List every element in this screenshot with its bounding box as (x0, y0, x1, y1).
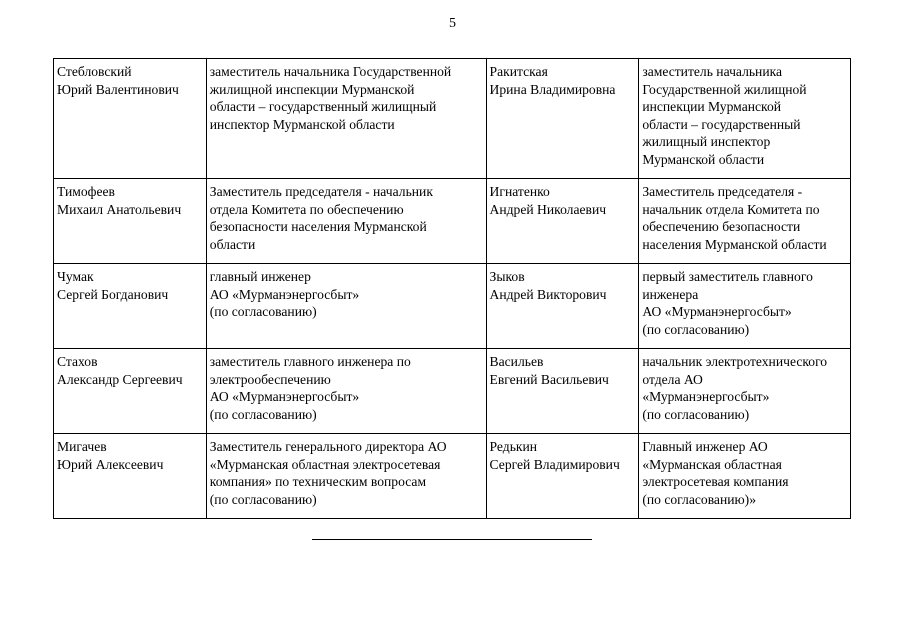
text-line: (по согласованию) (209, 491, 317, 507)
text-line: «Мурманэнергосбыт» (642, 389, 770, 404)
text-line: Васильев (489, 354, 544, 369)
text-line: отдела Комитета по обеспечению (209, 201, 404, 217)
text-line: Тимофеев (57, 184, 115, 199)
text-line: электрообеспечению (209, 371, 331, 387)
member-name-cell (54, 179, 207, 264)
member-name-cell (54, 264, 207, 349)
deputy-position-cell (639, 349, 851, 434)
text-line: (по согласованию) (209, 304, 317, 319)
text-line: жилищный инспектор (642, 134, 771, 149)
table-row (54, 59, 851, 179)
deputy-position-cell (639, 179, 851, 264)
text-line: жилищной инспекции Мурманской (209, 81, 415, 97)
member-position-cell (206, 264, 486, 349)
text-line: безопасности населения Мурманской (209, 219, 427, 234)
text-line: Сергей Богданович (57, 286, 169, 302)
deputy-position-cell (639, 434, 851, 519)
deputy-position-cell (639, 59, 851, 179)
text-line: компания» по техническим вопросам (209, 474, 427, 489)
text-line: инспектор Мурманской области (209, 116, 395, 132)
text-line: (по согласованию) (642, 406, 750, 422)
deputy-name-cell (486, 179, 639, 264)
text-line: Чумак (57, 269, 94, 284)
text-line: заместитель начальника (642, 64, 783, 79)
text-line: Александр Сергеевич (57, 371, 183, 387)
text-line: Редькин (489, 439, 538, 454)
text-line: Евгений Васильевич (489, 371, 609, 387)
deputy-name-cell (486, 264, 639, 349)
text-line: Ракитская (489, 64, 548, 79)
member-name-cell (54, 434, 207, 519)
text-line: Главный инженер АО (642, 439, 768, 454)
text-line: (по согласованию) (642, 321, 750, 337)
member-position-cell (206, 349, 486, 434)
table-row (54, 434, 851, 519)
text-line: Сергей Владимирович (489, 456, 620, 472)
table-row (54, 179, 851, 264)
deputy-name-cell (486, 434, 639, 519)
text-line: «Мурманская областная (642, 456, 782, 472)
deputy-position-cell (639, 264, 851, 349)
text-line: первый заместитель главного (642, 269, 813, 284)
text-line: АО «Мурманэнергосбыт» (209, 286, 360, 302)
text-line: электросетевая компания (642, 474, 789, 489)
deputy-name-cell (486, 349, 639, 434)
end-of-list-rule (312, 539, 592, 540)
text-line: Заместитель председателя - начальник (209, 184, 433, 199)
member-position-cell (206, 179, 486, 264)
text-line: Андрей Викторович (489, 286, 607, 302)
deputy-name-cell (486, 59, 639, 179)
table-row (54, 349, 851, 434)
text-line: инспекции Мурманской (642, 99, 782, 114)
text-line: Юрий Алексеевич (57, 456, 164, 472)
text-line: Михаил Анатольевич (57, 201, 182, 217)
text-line: (по согласованию) (209, 406, 317, 422)
text-line: области – государственный (642, 116, 801, 132)
text-line: Мурманской области (642, 151, 765, 167)
text-line: Ирина Владимировна (489, 81, 616, 97)
member-position-cell (206, 59, 486, 179)
text-line: начальник отдела Комитета по (642, 201, 820, 217)
text-line: «Мурманская областная электросетевая (209, 456, 441, 472)
page-number: 5 (449, 16, 456, 31)
text-line: Игнатенко (489, 184, 550, 199)
text-line: главный инженер (209, 269, 311, 284)
member-name-cell (54, 59, 207, 179)
text-line: заместитель начальника Государственной (209, 64, 452, 79)
text-line: Государственной жилищной (642, 81, 807, 97)
text-line: Стебловский (57, 64, 132, 79)
text-line: Юрий Валентинович (57, 81, 179, 97)
text-line: АО «Мурманэнергосбыт» (642, 304, 792, 319)
text-line: заместитель главного инженера по (209, 354, 411, 369)
text-line: области (209, 236, 256, 252)
table-row (54, 264, 851, 349)
text-line: Стахов (57, 354, 98, 369)
text-line: АО «Мурманэнергосбыт» (209, 389, 360, 404)
text-line: обеспечению безопасности (642, 219, 801, 234)
text-line: Андрей Николаевич (489, 201, 607, 217)
text-line: Зыков (489, 269, 525, 284)
text-line: населения Мурманской области (642, 236, 827, 252)
member-position-cell (206, 434, 486, 519)
text-line: (по согласованию)» (642, 491, 756, 507)
commission-members-table (53, 58, 851, 519)
text-line: отдела АО (642, 371, 703, 387)
text-line: Мигачев (57, 439, 107, 454)
text-line: инженера (642, 286, 699, 302)
text-line: Заместитель генерального директора АО (209, 439, 447, 454)
text-line: начальник электротехнического (642, 354, 828, 369)
text-line: Заместитель председателя - (642, 184, 803, 199)
text-line: области – государственный жилищный (209, 99, 437, 114)
table-body (54, 59, 851, 519)
member-name-cell (54, 349, 207, 434)
